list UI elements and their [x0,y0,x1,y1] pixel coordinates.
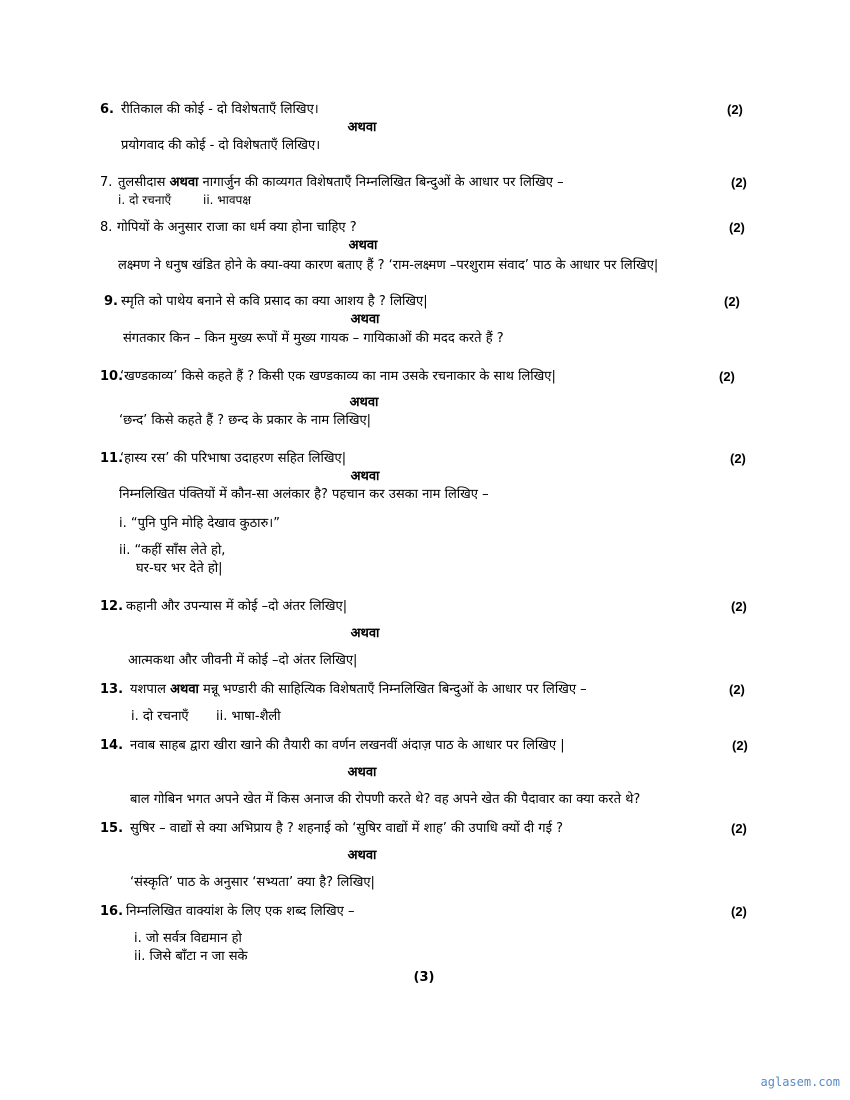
watermark: aglasem.com [760,1075,840,1089]
q7-text: तुलसीदास अथवा नागार्जुन की काव्यगत विशेषताएँ निम्नलिखित बिन्दुओं के आधार पर लिखिए – [118,175,564,190]
q10-alt: ‘छन्द’ किसे कहते हैं ? छन्द के प्रकार के नाम लिखिए| [119,413,372,428]
q14-alt: बाल गोबिन भगत अपने खेत में किस अनाज की रोपणी करते थे? वह अपने खेत की पैदावार का क्या करते थे? [130,792,641,807]
q7-point-1: i. दो रचनाएँ [118,193,172,207]
q16-marks: (2) [731,904,747,919]
q14-number: 14. [100,738,124,753]
q13-text: यशपाल अथवा मन्नू भण्डारी की साहित्यिक विशेषताएँ निम्नलिखित बिन्दुओं के आधार पर लिखिए – [130,682,587,697]
q11-option-ii-line1: ii. “कहीं साँस लेते हो, [119,543,226,558]
q8-number: 8. [100,220,113,235]
q7-number: 7. [100,175,113,190]
q9-marks: (2) [724,294,740,309]
q8-alt: लक्ष्मण ने धनुष खंडित होने के क्या-क्या कारण बताए हैं ? ‘राम-लक्ष्मण –परशुराम संवाद’ पाठ के आधार पर लिखिए| [118,258,659,273]
page-number: (3) [413,970,435,985]
q8-or: अथवा [348,238,378,253]
q12-or: अथवा [350,626,380,641]
q7-point-2: ii. भावपक्ष [203,193,251,207]
q14-marks: (2) [732,738,748,753]
q9-number: 9. [104,294,118,309]
q11-or: अथवा [350,469,380,484]
q12-number: 12. [100,599,124,614]
q6-number: 6. [100,102,114,117]
q16-number: 16. [100,904,124,919]
q7-marks: (2) [731,175,747,190]
q12-text: कहानी और उपन्यास में कोई –दो अंतर लिखिए| [126,599,348,614]
q11-alt: निम्नलिखित पंक्तियों में कौन-सा अलंकार है? पहचान कर उसका नाम लिखिए – [119,487,489,502]
q10-marks: (2) [719,369,735,384]
q9-text: स्मृति को पाथेय बनाने से कवि प्रसाद का क्या आशय है ? लिखिए| [121,294,428,309]
q11-number: 11. [100,451,124,466]
q9-alt: संगतकार किन – किन मुख्य रूपों में मुख्य गायक – गायिकाओं की मदद करते हैं ? [123,331,504,346]
q11-text: ‘हास्य रस’ की परिभाषा उदाहरण सहित लिखिए| [120,451,347,466]
q14-or: अथवा [347,765,377,780]
q16-text: निम्नलिखित वाक्यांश के लिए एक शब्द लिखिए – [126,904,355,919]
q12-alt: आत्मकथा और जीवनी में कोई –दो अंतर लिखिए| [128,653,358,668]
q16-option-i: i. जो सर्वत्र विद्यमान हो [134,931,242,946]
q8-marks: (2) [729,220,745,235]
q15-text: सुषिर – वाद्यों से क्या अभिप्राय है ? शहनाई को ‘सुषिर वाद्यों में शाह’ की उपाधि क्यों दी गई ? [130,821,564,836]
q9-or: अथवा [350,312,380,327]
q10-number: 10. [100,369,124,384]
q8-text: गोपियों के अनुसार राजा का धर्म क्या होना चाहिए ? [117,220,357,235]
q6-marks: (2) [727,102,743,117]
q10-text: ‘खण्डकाव्य’ किसे कहते हैं ? किसी एक खण्डकाव्य का नाम उसके रचनाकार के साथ लिखिए| [120,369,556,384]
q6-text: रीतिकाल की कोई - दो विशेषताएँ लिखिए। [121,102,319,117]
q11-marks: (2) [730,451,746,466]
q13-number: 13. [100,682,124,697]
q15-number: 15. [100,821,124,836]
q12-marks: (2) [731,599,747,614]
q13-point-2: ii. भाषा-शैली [216,709,281,724]
q11-option-i: i. “पुनि पुनि मोहि देखाव कुठारु।” [119,516,280,531]
q15-alt: ‘संस्कृति’ पाठ के अनुसार ‘सभ्यता’ क्या है? लिखिए| [130,875,375,890]
q13-point-1: i. दो रचनाएँ [131,709,189,724]
q6-or: अथवा [347,120,377,135]
q11-option-ii-line2: घर-घर भर देते हो| [136,561,223,576]
q16-option-ii: ii. जिसे बाँटा न जा सके [134,949,248,964]
q13-marks: (2) [729,682,745,697]
q6-alt: प्रयोगवाद की कोई - दो विशेषताएँ लिखिए। [121,138,321,153]
q10-or: अथवा [349,395,379,410]
q14-text: नवाब साहब द्वारा खीरा खाने की तैयारी का वर्णन लखनवीं अंदाज़ पाठ के आधार पर लिखिए | [130,738,565,753]
q15-marks: (2) [731,821,747,836]
q15-or: अथवा [347,848,377,863]
